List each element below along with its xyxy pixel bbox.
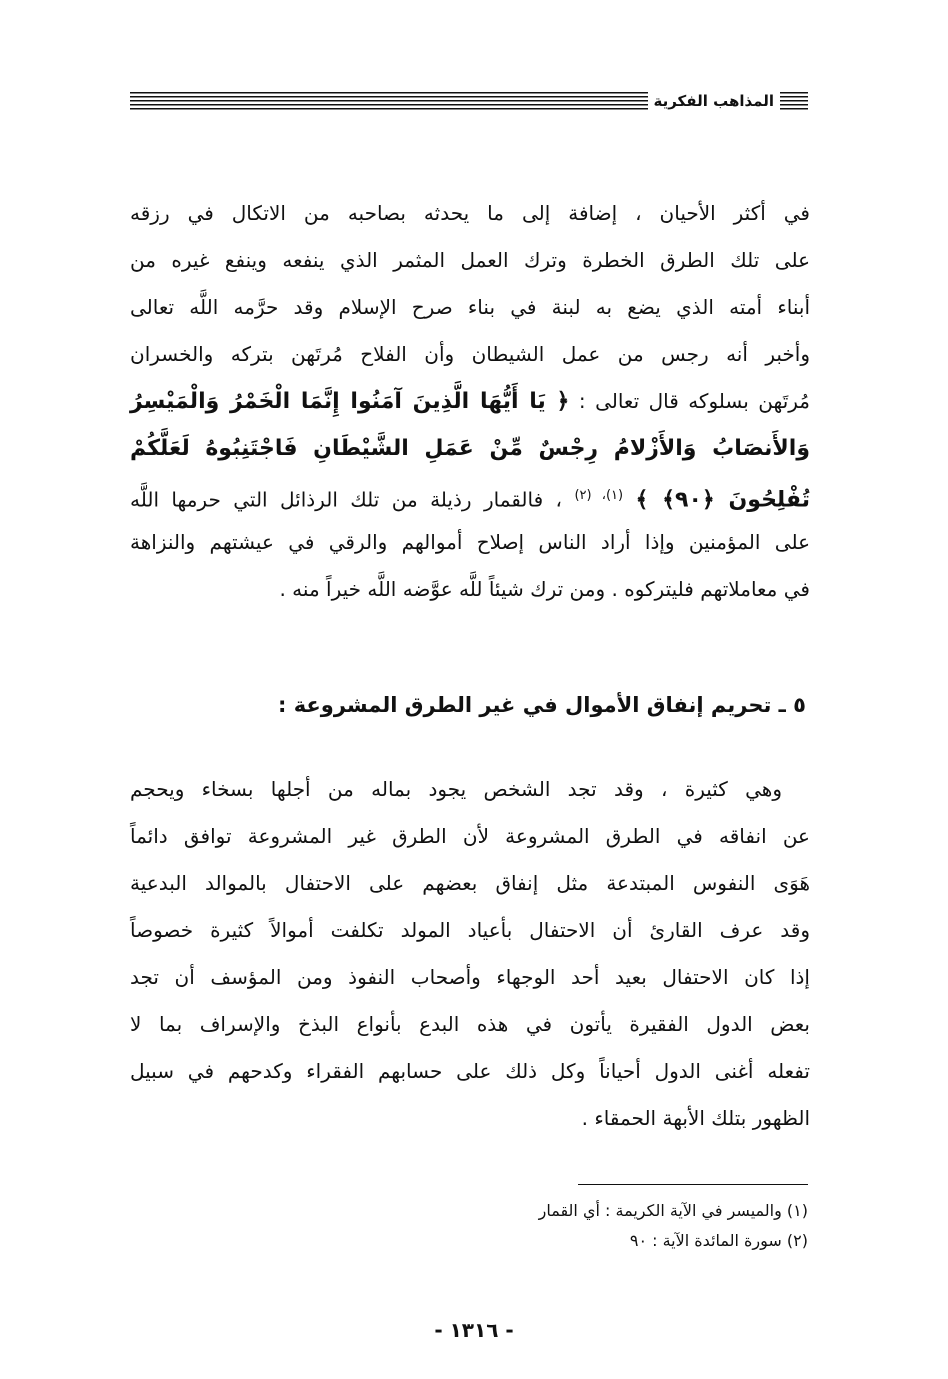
section-heading: ٥ ـ تحريم إنفاق الأموال في غير الطرق المشروعة :	[277, 693, 806, 717]
quran-verse: تُفْلِحُونَ ﴿٩٠﴾ ﴾	[635, 487, 810, 513]
running-header	[130, 86, 808, 116]
header-rule-left	[130, 92, 648, 110]
text-line: في أكثر الأحيان ، إضافة إلى ما يحدثه بصاحبه من الاتكال في رزقه	[130, 201, 810, 225]
paragraph-1	[130, 190, 810, 613]
verse-intro: مُرتَهن بسلوكه قال تعالى :	[578, 389, 811, 413]
text-line: تفعله أغنى الدول أحياناً وكل ذلك على حسابهم الفقراء وكدحهم في سبيل	[130, 1059, 810, 1083]
text-line: وهي كثيرة ، وقد تجد الشخص يجود بماله من أجلها بسخاء ويحجم	[130, 777, 782, 801]
quran-verse-line	[130, 425, 810, 472]
header-rule-right	[780, 92, 808, 110]
paragraph-2	[130, 766, 810, 1142]
text-line: أبناء أمته الذي يضع به لبنة في بناء صرح الإسلام وقد حرَّمه اللَّه تعالى	[130, 295, 810, 319]
text-segment: ، فالقمار رذيلة من تلك الرذائل التي حرمها اللَّه	[130, 487, 563, 512]
footnote-separator	[578, 1184, 808, 1185]
text-line: وقد عرف القارئ أن الاحتفال بأعياد المولد تكلفت أموالاً كثيرة خصوصاً	[130, 918, 810, 942]
header-title: المذاهب الفكرية	[653, 92, 774, 110]
footnote-1: (١) والميسر في الآية الكريمة : أي القمار	[538, 1201, 808, 1220]
text-line: عن انفاقه في الطرق المشروعة لأن الطرق غير المشروعة توافق دائماً	[130, 824, 810, 848]
quran-verse: ﴿ يَا أَيُّهَا الَّذِينَ آمَنُوا إِنَّمَا الْخَمْرُ وَالْمَيْسِرُ	[130, 389, 570, 414]
quran-verse: وَالأَنصَابُ وَالأَزْلامُ رِجْسٌ مِّنْ عَمَلِ الشَّيْطَانِ فَاجْتَنِبُوهُ لَعَلَّكُمْ	[130, 436, 810, 461]
footnotes	[408, 1196, 808, 1256]
text-line: على تلك الطرق الخطرة وترك العمل المثمر الذي ينفعه وينفع غيره من	[130, 248, 810, 272]
text-line: هَوَى النفوس المبتدعة مثل إنفاق بعضهم على الاحتفال بالموالد البدعية	[130, 871, 810, 895]
text-line: بعض الدول الفقيرة يأتون في هذه البدع بأنواع البذخ والإسراف بما لا	[130, 1012, 810, 1036]
page-number: - ١٣١٦ -	[434, 1318, 514, 1342]
text-line: إذا كان الاحتفال بعيد أحد الوجهاء وأصحاب النفوذ ومن المؤسف أن تجد	[130, 965, 810, 989]
text-line-with-verse	[130, 472, 810, 519]
text-line: على المؤمنين وإذا أراد الناس إصلاح أموالهم والرقي في عيشتهم والنزاهة	[130, 530, 810, 554]
text-line: في معاملاتهم فليتركوه . ومن ترك شيئاً للَّه عوَّضه اللَّه خيراً منه .	[279, 577, 810, 601]
text-line: الظهور بتلك الأبهة الحمقاء .	[581, 1106, 810, 1130]
text-line-with-verse	[130, 378, 810, 425]
footnote-2: (٢) سورة المائدة الآية : ٩٠	[629, 1231, 808, 1250]
text-line: وأخبر أنه رجس من عمل الشيطان وأن الفلاح مُرتَهن بتركه والخسران	[130, 342, 810, 366]
footnote-refs: (١)، (٢)	[574, 488, 624, 503]
